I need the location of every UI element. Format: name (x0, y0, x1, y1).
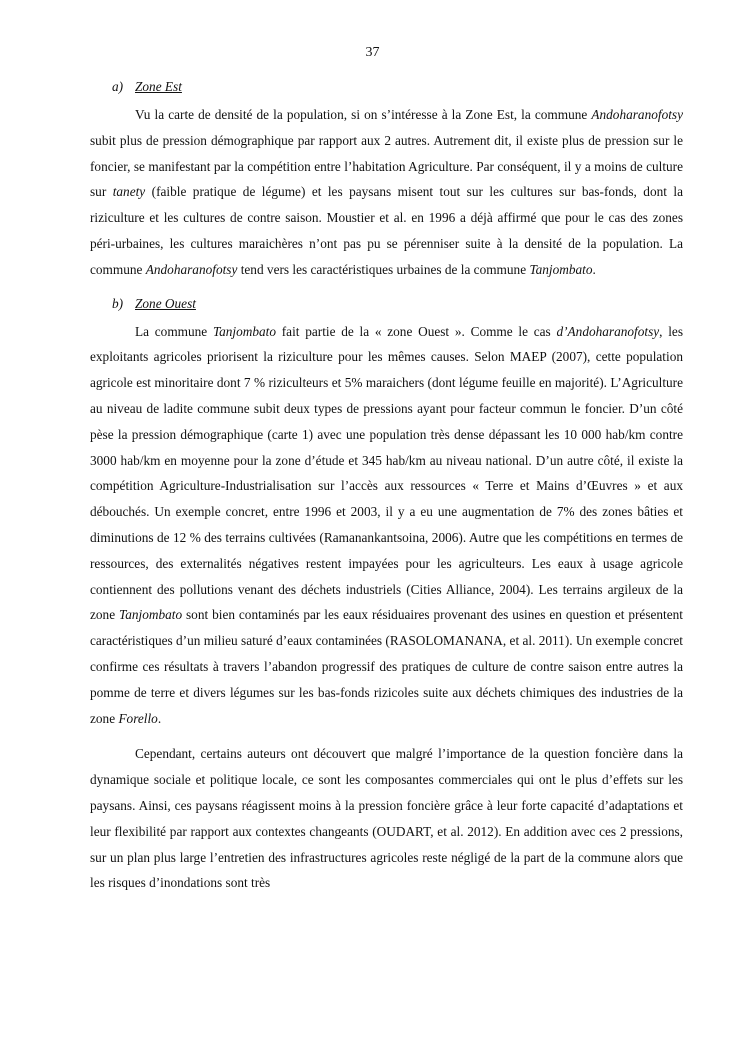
italic-term: tanety (112, 184, 146, 200)
italic-term: Tanjombato (529, 261, 593, 277)
italic-term: Andoharanofotsy (591, 107, 683, 122)
text-run: (faible pratique de légume) et les paysans misent tout sur les cultures sur bas-fonds, dont la riziculture et les cultures de contre saison. Moustier et al. en 1996 a déjà affirmé que pour le cas des zones péri-urbaines, les cultures maraichères n’ont pas pu se pérenniser suite à la densité de la population. La commune (90, 184, 683, 277)
document-body (90, 72, 683, 896)
list-marker: b) (112, 295, 124, 311)
paragraph-zone-est (90, 102, 683, 283)
italic-term: Tanjombato (119, 607, 183, 623)
text-run: . (157, 710, 162, 726)
text-run: tend vers les caractéristiques urbaines de la commune (237, 261, 530, 277)
text-run: Vu la carte de densité de la population, si on s’intéresse à la Zone Est, la commune (135, 107, 592, 122)
text-run: sont bien contaminés par les eaux résiduaires provenant des usines en question et présentent caractéristiques d’un milieu saturé d’eaux contaminées (RASOLOMANANA, et al. 2011). Un exemple concret confirme ces résultats à travers l’abandon progressif des pratiques de culture de contre saison entre autres la pomme de terre et divers légumes sur les bas-fonds rizicoles suite aux déchets chimiques des industries de la zone (90, 607, 683, 726)
section-heading-zone-est (90, 72, 683, 102)
text-run: fait partie de la « zone Ouest ». Comme le cas (276, 323, 557, 339)
italic-term: Tanjombato (212, 323, 277, 339)
text-run: , les exploitants agricoles priorisent la riziculture pour les mêmes causes. Selon MAEP (2007), cette population agricole est minoritaire dont 7 % riziculteurs et 5% maraichers (dont légume feuille en majorité). L’Agriculture au niveau de ladite commune subit deux types de pressions ayant pour facteur commun le foncier. D’un côté pèse la pression démographique (carte 1) avec une population très dense dépassant les 10 000 hab/km contre 3000 hab/km en moyenne pour la zone d’étude et 345 hab/km au niveau national. D’un autre côté, il existe la compétition Agriculture-Industrialisation sur l’accès aux ressources « Terre et Mains d’Œuvres » et aux débouchés. Un exemple concret, entre 1996 et 2003, il y a eu une augmentation de 7% des zones bâties et diminutions de 12 % des terrains cultivées (Ramanankantsoina, 2006). Autre que les compétitions en termes de ressources, des externalités négatives restent impayées pour les agriculteurs. Les eaux à usage agricole contiennent des pollutions venant des déchets industriels (Cities Alliance, 2004). Les terrains argileux de la zone (90, 323, 684, 623)
section-title: Zone Ouest (135, 295, 196, 311)
italic-term: d’Andoharanofotsy (556, 323, 660, 339)
text-run: subit plus de pression démographique par rapport aux 2 autres. Autrement dit, il existe plus de pression sur le foncier, se manifestant par la compétition entre l’habitation Agriculture. Par conséquent, il y a moins de culture sur (90, 132, 683, 200)
section-heading-zone-ouest (90, 289, 683, 319)
paragraph-zone-ouest (90, 319, 683, 732)
italic-term: Andoharanofotsy (145, 261, 238, 277)
list-marker: a) (112, 79, 124, 94)
page-number: 37 (365, 45, 380, 60)
paragraph-cependant: Cependant, certains auteurs ont découvert que malgré l’importance de la question foncière dans la dynamique sociale et politique locale, ce sont les composantes commerciales qui ont le plus d’effets sur les paysans. Ainsi, ces paysans réagissent moins à la pression foncière grâce à leur forte capacité d’adaptations et leur flexibilité par rapport aux contextes changeants (OUDART, et al. 2012). En addition avec ces 2 pressions, sur un plan plus large l’entretien des infrastructures agricoles reste négligé de la part de la commune alors que les risques d’inondations sont très (90, 746, 683, 891)
italic-term: Forello (118, 710, 158, 726)
text-run: La commune (135, 323, 213, 339)
text-run: . (592, 261, 596, 277)
section-title: Zone Est (135, 79, 182, 94)
